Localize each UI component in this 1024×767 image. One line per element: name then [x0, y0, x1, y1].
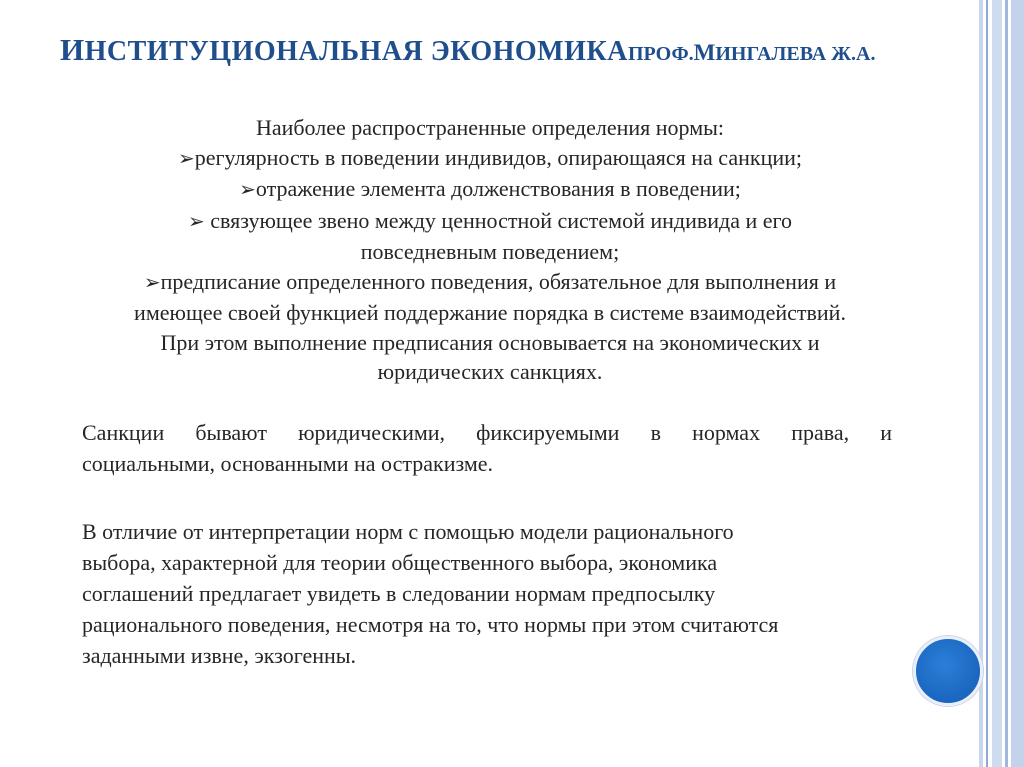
- title-rest: НСТИТУЦИОНАЛЬНАЯ ЭКОНОМИКА: [84, 36, 628, 67]
- definition-item: [40, 174, 940, 206]
- paragraph-line: рационального поведения, несмотря на то, что нормы при этом считаются: [82, 612, 779, 637]
- definition-text: связующее звено между ценностной системой индивида и его: [204, 207, 793, 233]
- definitions-block: [40, 113, 940, 387]
- definition-text: При этом выполнение предписания основывается на экономических и: [160, 329, 820, 355]
- bullet-arrow-icon: ➢: [143, 271, 161, 294]
- definition-item: [40, 143, 940, 175]
- definition-item: [40, 206, 940, 238]
- author-name: [628, 40, 875, 66]
- definitions-intro: Наиболее распространенные определения нормы:: [255, 115, 725, 140]
- decor-stripe: [986, 0, 988, 767]
- sanctions-paragraph: [82, 417, 892, 479]
- title-initial: И: [60, 32, 85, 67]
- decor-stripe: [1011, 0, 1024, 767]
- decor-stripe: [1005, 0, 1008, 767]
- paragraph-line: заданными извне, экзогенны.: [82, 643, 357, 668]
- author-prefix: ПРОФ.: [628, 43, 694, 65]
- definition-text: предписание определенного поведения, обязательное для выполнения и: [160, 268, 837, 294]
- comparison-paragraph: [82, 516, 892, 671]
- definition-item: [40, 267, 940, 299]
- slide-title: [60, 32, 628, 68]
- paragraph-line: выбора, характерной для теории общественного выбора, экономика: [82, 550, 718, 575]
- author-rest: ИНГАЛЕВА Ж.А.: [715, 43, 876, 65]
- bullet-arrow-icon: ➢: [239, 179, 256, 201]
- paragraph-line: социальными, основанными на остракизме.: [82, 451, 494, 476]
- decor-circle: [913, 636, 983, 706]
- bullet-arrow-icon: ➢: [177, 147, 195, 170]
- paragraph-line: соглашений предлагает увидеть в следовании нормам предпосылку: [82, 581, 716, 606]
- definition-text: имеющее своей функцией поддержание порядка в системе взаимодействий.: [134, 300, 846, 325]
- paragraph-line: Санкции бывают юридическими, фиксируемыми в нормах права, и: [82, 420, 892, 445]
- decor-stripe: [992, 0, 1002, 767]
- definition-text: регулярность в поведении индивидов, опирающаяся на санкции;: [194, 144, 803, 170]
- author-initial: М: [693, 40, 716, 65]
- decor-stripe: [979, 0, 983, 767]
- paragraph-line: В отличие от интерпретации норм с помощью модели рационального: [82, 519, 734, 544]
- definition-text: отражение элемента долженствования в поведении;: [255, 176, 741, 201]
- definition-text: повседневным поведением;: [360, 239, 620, 264]
- definition-text: юридических санкциях.: [377, 359, 603, 384]
- bullet-arrow-icon: ➢: [187, 210, 205, 233]
